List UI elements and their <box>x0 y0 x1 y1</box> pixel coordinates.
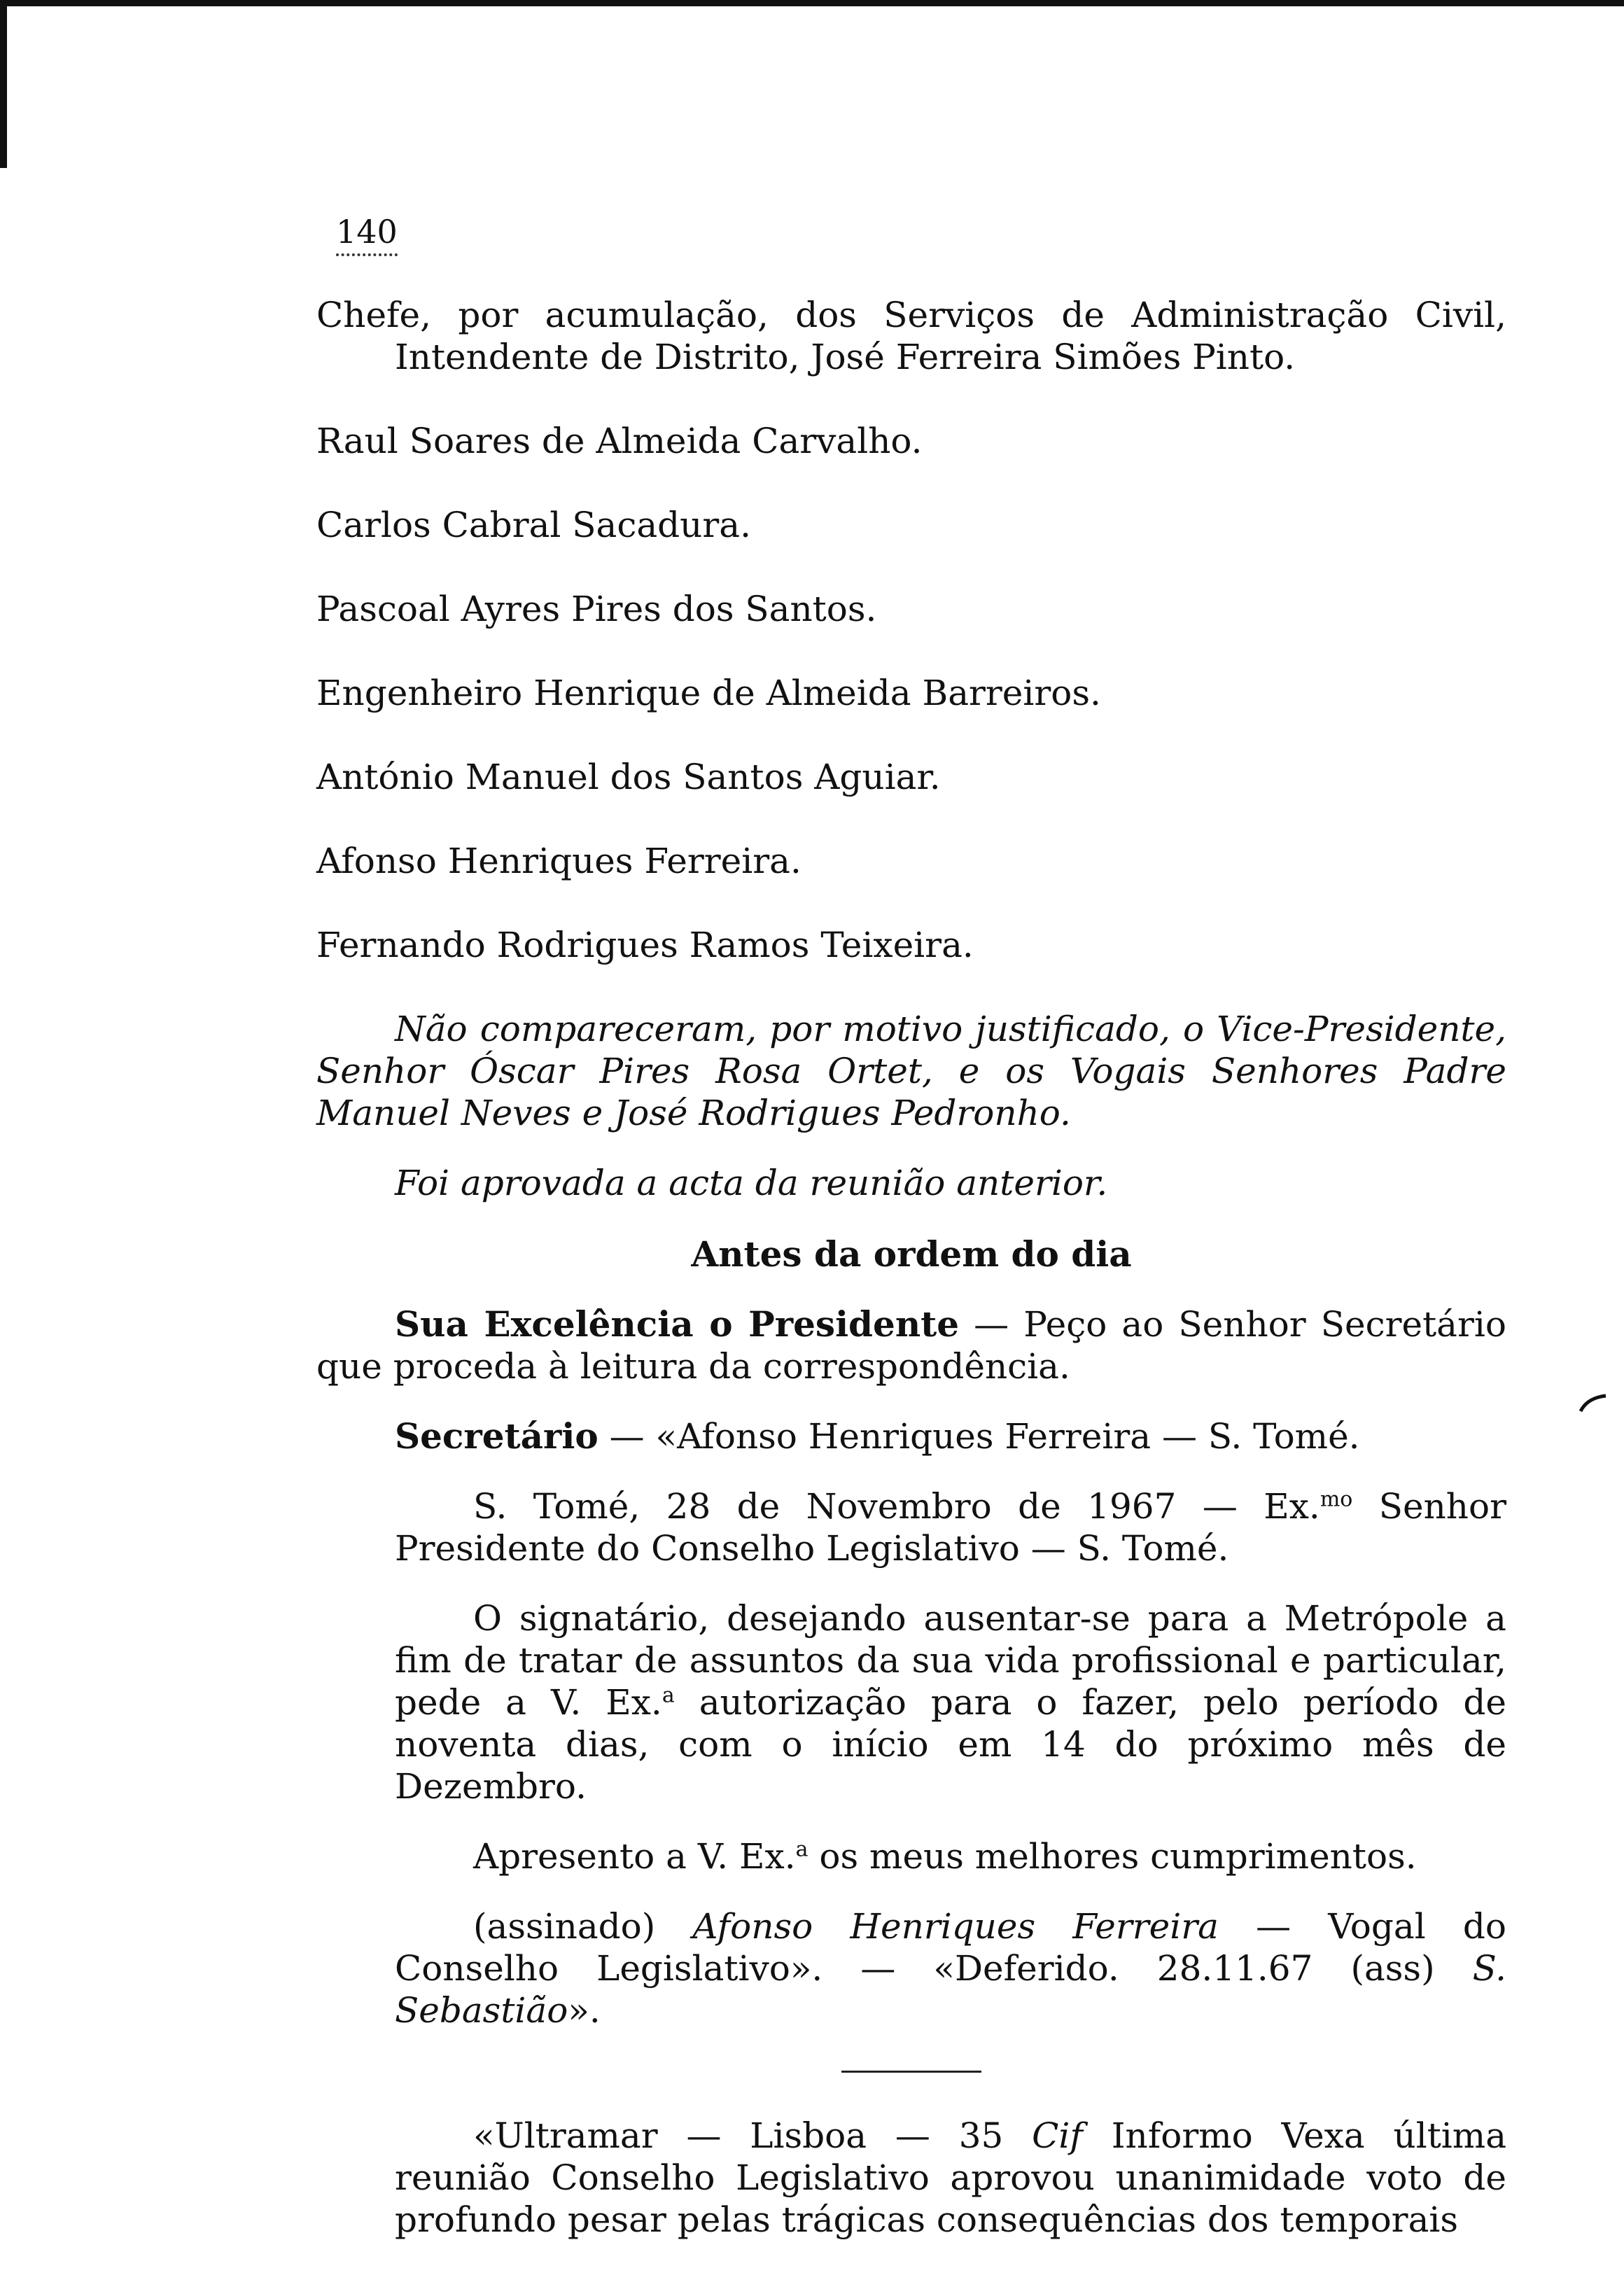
letter-closing-text: Apresento a V. Ex. <box>473 1836 796 1877</box>
section-divider <box>841 2071 981 2073</box>
letter-body-text: O signatário, desejando ausentar-se para a Metrópole a fim de tratar de assuntos da sua vida profissional e particular, pede a V. Ex. <box>395 1598 1506 1723</box>
letter-signature <box>316 1905 1506 2031</box>
attendee-entry: Afonso Henriques Ferreira. <box>316 841 802 881</box>
page-number: 140 <box>336 213 398 256</box>
attendee-entry: Pascoal Ayres Pires dos Santos. <box>316 589 877 629</box>
telegram-text-part: Informo Vexa última reunião Conselho Legislativo aprovou unanimidade voto de profundo pesar pelas trágicas consequências dos temporais <box>395 2115 1506 2240</box>
letter-date-line <box>316 1485 1506 1569</box>
speaker-name: Secretário <box>395 1415 598 1457</box>
attendee-entry: Engenheiro Henrique de Almeida Barreiros. <box>316 673 1101 713</box>
superscript: a <box>662 1683 675 1708</box>
minutes-approved-note: Foi aprovada a acta da reunião anterior. <box>395 1163 1108 1203</box>
letter-body-text: autorização para o fazer, pelo período de noventa dias, com o início em 14 do próximo mês de Dezembro. <box>395 1682 1506 1807</box>
attendee-entry: António Manuel dos Santos Aguiar. <box>316 757 941 797</box>
statement-text: — «Afonso Henriques Ferreira — S. Tomé. <box>598 1416 1360 1457</box>
section-heading: Antes da ordem do dia <box>691 1233 1132 1275</box>
telegram-code: Cif <box>1032 2115 1083 2156</box>
statement-text: — Peço ao Senhor Secretário que proceda à leitura da correspondência. <box>316 1304 1506 1387</box>
approver-name: S. Sebastião <box>395 1948 1506 2031</box>
telegram-text <box>316 2115 1506 2241</box>
scan-border-left <box>0 0 7 168</box>
letter-closing-text: os meus melhores cumprimentos. <box>808 1836 1417 1877</box>
signature-text: — Vogal do Conselho Legislativo». — «Deferido. 28.11.67 (ass) <box>395 1906 1506 1989</box>
letter-body <box>316 1597 1506 1807</box>
attendee-entry: Carlos Cabral Sacadura. <box>316 505 751 545</box>
attendee-entry: Chefe, por acumulação, dos Serviços de Administração Civil, Intendente de Distrito, José Ferreira Simões Pinto. <box>316 295 1506 377</box>
absent-note: Não compareceram, por motivo justificado, o Vice-Presidente, Senhor Óscar Pires Rosa Ortet, e os Vogais Senhores Padre Manuel Neves e José Rodrigues Pedronho. <box>316 1009 1506 1133</box>
attendee-entry: Fernando Rodrigues Ramos Teixeira. <box>316 925 974 965</box>
superscript: mo <box>1320 1487 1353 1512</box>
signature-text: (assinado) <box>473 1906 693 1947</box>
margin-mark <box>1578 1393 1609 1414</box>
president-statement <box>316 1303 1506 1387</box>
superscript: a <box>795 1837 808 1862</box>
scan-border-top <box>0 0 1624 6</box>
signatory-name: Afonso Henriques Ferreira <box>692 1906 1219 1947</box>
attendee-entry: Raul Soares de Almeida Carvalho. <box>316 421 923 461</box>
document-page <box>316 210 1506 2241</box>
telegram-text-part: «Ultramar — Lisboa — 35 <box>473 2115 1032 2156</box>
secretary-statement <box>316 1415 1506 1457</box>
speaker-name: Sua Excelência o Presidente <box>395 1303 960 1345</box>
signature-text: ». <box>568 1990 601 2031</box>
letter-closing <box>316 1835 1506 1877</box>
letter-date-text: Senhor Presidente do Conselho Legislativo — S. Tomé. <box>395 1486 1506 1569</box>
letter-date-text: S. Tomé, 28 de Novembro de 1967 — Ex. <box>473 1486 1320 1527</box>
